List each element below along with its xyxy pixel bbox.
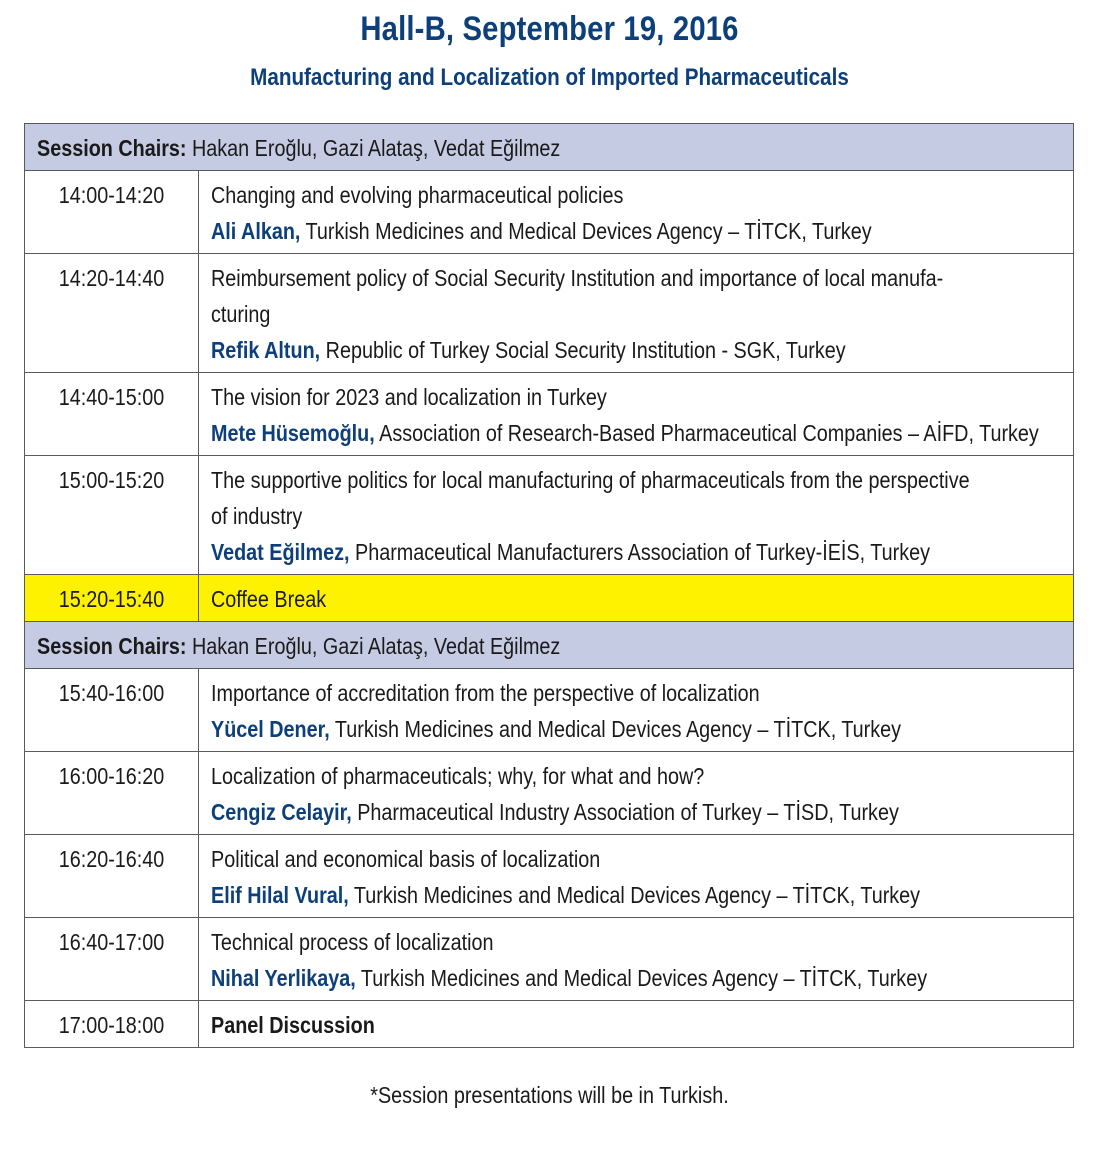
talk-time: 14:20-14:40 bbox=[58, 265, 165, 291]
talk-time: 16:00-16:20 bbox=[58, 763, 165, 789]
session-chairs-names: Hakan Eroğlu, Gazi Alataş, Vedat Eğilmez bbox=[192, 633, 561, 659]
session-chairs-row bbox=[25, 622, 1074, 669]
talk-topic-continued: of industry bbox=[211, 503, 303, 529]
speaker-name: Cengiz Celayir, bbox=[211, 799, 352, 825]
table-row bbox=[25, 669, 1074, 752]
table-row bbox=[25, 835, 1074, 918]
speaker-name: Nihal Yerlikaya, bbox=[211, 965, 356, 991]
talk-topic: Political and economical basis of localization bbox=[211, 846, 601, 872]
talk-topic: Localization of pharmaceuticals; why, for what and how? bbox=[211, 763, 705, 789]
coffee-break-row bbox=[25, 575, 1074, 622]
page-title: Hall-B, September 19, 2016 bbox=[360, 10, 739, 48]
session-chairs-label: Session Chairs: bbox=[37, 135, 187, 161]
footnote: *Session presentations will be in Turkish. bbox=[370, 1082, 729, 1108]
talk-time: 15:40-16:00 bbox=[58, 680, 165, 706]
talk-time: 16:40-17:00 bbox=[58, 929, 165, 955]
page-subtitle: Manufacturing and Localization of Imported Pharmaceuticals bbox=[250, 64, 849, 91]
speaker-name: Mete Hüsemoğlu, bbox=[211, 420, 375, 446]
table-row bbox=[25, 752, 1074, 835]
talk-topic: Changing and evolving pharmaceutical policies bbox=[211, 182, 624, 208]
panel-label: Panel Discussion bbox=[211, 1012, 375, 1038]
speaker-name: Elif Hilal Vural, bbox=[211, 882, 349, 908]
talk-time: 16:20-16:40 bbox=[58, 846, 165, 872]
table-row bbox=[25, 171, 1074, 254]
speaker-affiliation: Turkish Medicines and Medical Devices Agency – TİTCK, Turkey bbox=[360, 965, 928, 991]
session-chairs-row bbox=[25, 124, 1074, 171]
talk-topic: Reimbursement policy of Social Security Institution and importance of local manufa- bbox=[211, 265, 944, 291]
break-label: Coffee Break bbox=[211, 586, 327, 612]
talk-time: 14:00-14:20 bbox=[58, 182, 165, 208]
speaker-name: Yücel Dener, bbox=[211, 716, 330, 742]
speaker-name: Ali Alkan, bbox=[211, 218, 301, 244]
speaker-affiliation: Turkish Medicines and Medical Devices Agency – TİTCK, Turkey bbox=[353, 882, 921, 908]
speaker-affiliation: Republic of Turkey Social Security Institution - SGK, Turkey bbox=[325, 337, 846, 363]
talk-time: 14:40-15:00 bbox=[58, 384, 165, 410]
panel-row bbox=[25, 1001, 1074, 1048]
speaker-affiliation: Turkish Medicines and Medical Devices Agency – TİTCK, Turkey bbox=[305, 218, 872, 244]
speaker-name: Vedat Eğilmez, bbox=[211, 539, 350, 565]
speaker-name: Refik Altun, bbox=[211, 337, 321, 363]
table-row bbox=[25, 373, 1074, 456]
speaker-affiliation: Pharmaceutical Industry Association of Turkey – TİSD, Turkey bbox=[357, 799, 899, 825]
schedule-table bbox=[24, 123, 1074, 1048]
speaker-affiliation: Association of Research-Based Pharmaceutical Companies – AİFD, Turkey bbox=[379, 420, 1039, 446]
talk-topic: Importance of accreditation from the perspective of localization bbox=[211, 680, 760, 706]
table-row bbox=[25, 918, 1074, 1001]
break-time: 15:20-15:40 bbox=[58, 586, 165, 612]
talk-topic: The supportive politics for local manufacturing of pharmaceuticals from the perspective bbox=[211, 467, 970, 493]
speaker-affiliation: Turkish Medicines and Medical Devices Agency – TİTCK, Turkey bbox=[334, 716, 902, 742]
speaker-affiliation: Pharmaceutical Manufacturers Association of Turkey-İEİS, Turkey bbox=[355, 539, 930, 565]
panel-time: 17:00-18:00 bbox=[58, 1012, 165, 1038]
talk-topic: The vision for 2023 and localization in Turkey bbox=[211, 384, 607, 410]
talk-time: 15:00-15:20 bbox=[58, 467, 165, 493]
table-row bbox=[25, 254, 1074, 373]
talk-topic-continued: cturing bbox=[211, 301, 271, 327]
table-row bbox=[25, 456, 1074, 575]
session-chairs-names: Hakan Eroğlu, Gazi Alataş, Vedat Eğilmez bbox=[192, 135, 561, 161]
session-chairs-label: Session Chairs: bbox=[37, 633, 187, 659]
talk-topic: Technical process of localization bbox=[211, 929, 494, 955]
